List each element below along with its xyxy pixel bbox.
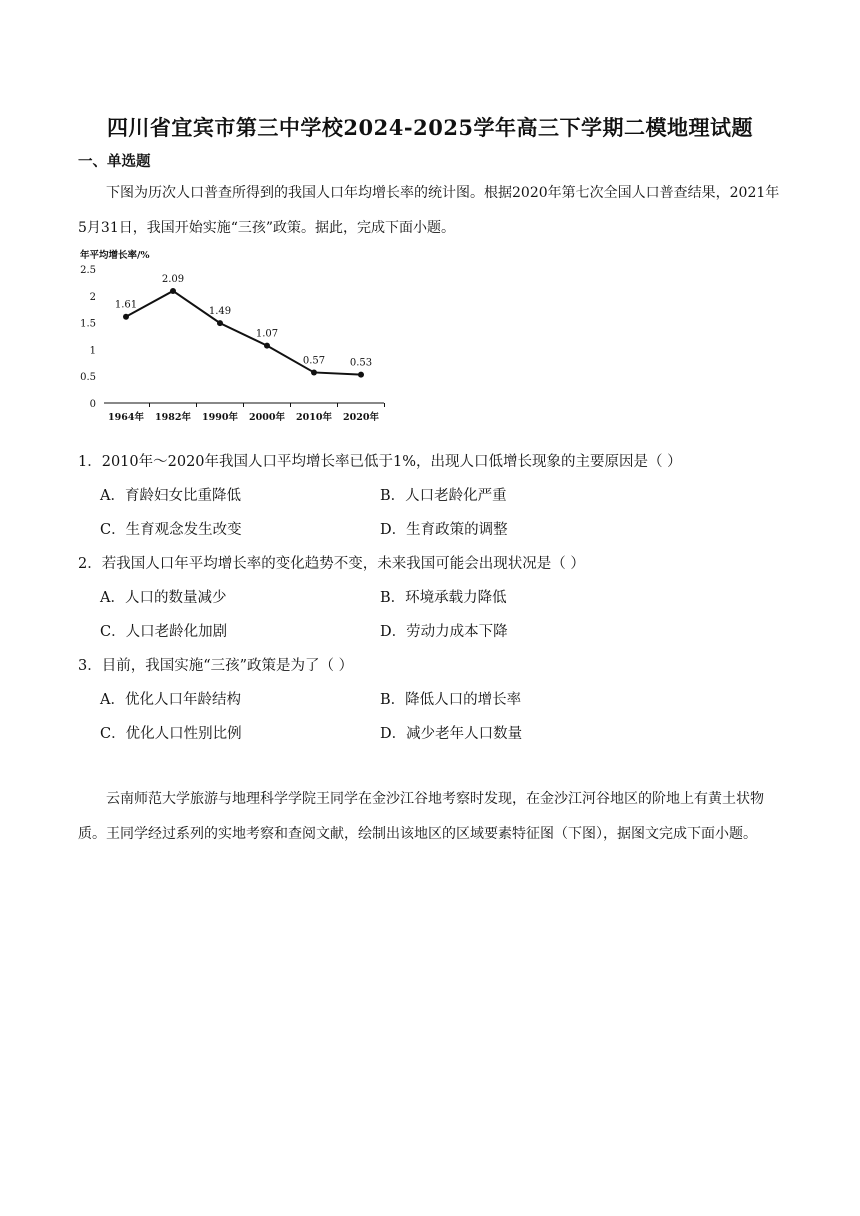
question-2-stem: 2．若我国人口年平均增长率的变化趋势不变，未来我国可能会出现状况是（ ） [78,556,585,572]
question-3-option-b[interactable]: B．降低人口的增长率 [380,692,522,708]
data-label: 2.09 [161,273,185,285]
question-1-stem: 1．2010年～2020年我国人口平均增长率已低于1%，出现人口低增长现象的主要原因是（ ） [78,454,682,470]
page-title: 四川省宜宾市第三中学校2024-2025学年高三下学期二模地理试题 [106,115,754,140]
x-tick-label: 1964年 [108,412,144,423]
y-tick-label: 1.5 [80,318,96,330]
question-2-option-d[interactable]: D．劳动力成本下降 [380,624,508,640]
section-heading: 一、单选题 [78,153,151,170]
question-1-option-a[interactable]: A．育龄妇女比重降低 [100,488,241,504]
question-3-option-c[interactable]: C．优化人口性别比例 [100,726,242,742]
data-label: 1.07 [255,328,279,340]
data-label: 0.57 [302,355,326,367]
data-label: 1.61 [114,299,138,311]
x-tick-label: 2000年 [249,412,285,423]
data-point [358,372,364,378]
x-tick-label: 2020年 [343,412,379,423]
passage-paragraph: 云南师范大学旅游与地理科学学院王同学在金沙江谷地考察时发现，在金沙江河谷地区的阶地上有黄土状物质。王同学经过系列的实地考察和查阅文献，绘制出该地区的区域要素特征图（下图），据图文完成下面小题。 [78,791,764,842]
data-point [170,288,176,294]
question-3-option-d[interactable]: D．减少老年人口数量 [380,726,523,742]
growth-rate-chart [78,247,398,431]
question-2-option-b[interactable]: B．环境承载力降低 [380,590,507,606]
question-3-option-a[interactable]: A．优化人口年龄结构 [100,692,241,708]
y-axis-title: 年平均增长率/% [80,250,150,261]
question-1-option-c[interactable]: C．生育观念发生改变 [100,522,242,538]
data-label: 0.53 [349,357,373,369]
data-label: 1.49 [208,306,232,318]
data-point [264,343,270,349]
question-2-option-a[interactable]: A．人口的数量减少 [100,590,227,606]
growth-rate-line [126,291,361,375]
line-chart-svg [78,247,398,427]
data-point [123,314,129,320]
y-tick-label: 2 [89,291,96,303]
x-tick-label: 1990年 [202,412,238,423]
y-tick-label: 0 [89,399,96,410]
intro-paragraph: 下图为历次人口普查所得到的我国人口年均增长率的统计图。根据2020年第七次全国人口普查结果，2021年5月31日，我国开始实施“三孩”政策。据此，完成下面小题。 [78,185,780,236]
x-tick-label: 2010年 [296,412,332,423]
question-3-stem: 3．目前，我国实施“三孩”政策是为了（ ） [78,658,354,674]
question-2-option-c[interactable]: C．人口老龄化加剧 [100,624,228,640]
data-point [217,320,223,326]
y-tick-label: 0.5 [80,372,96,384]
y-tick-label: 1 [89,345,96,357]
y-tick-label: 2.5 [80,265,96,276]
question-1-option-b[interactable]: B．人口老龄化严重 [380,488,507,504]
question-1-option-d[interactable]: D．生育政策的调整 [380,522,508,538]
x-tick-label: 1982年 [155,412,191,423]
data-point [311,369,317,375]
